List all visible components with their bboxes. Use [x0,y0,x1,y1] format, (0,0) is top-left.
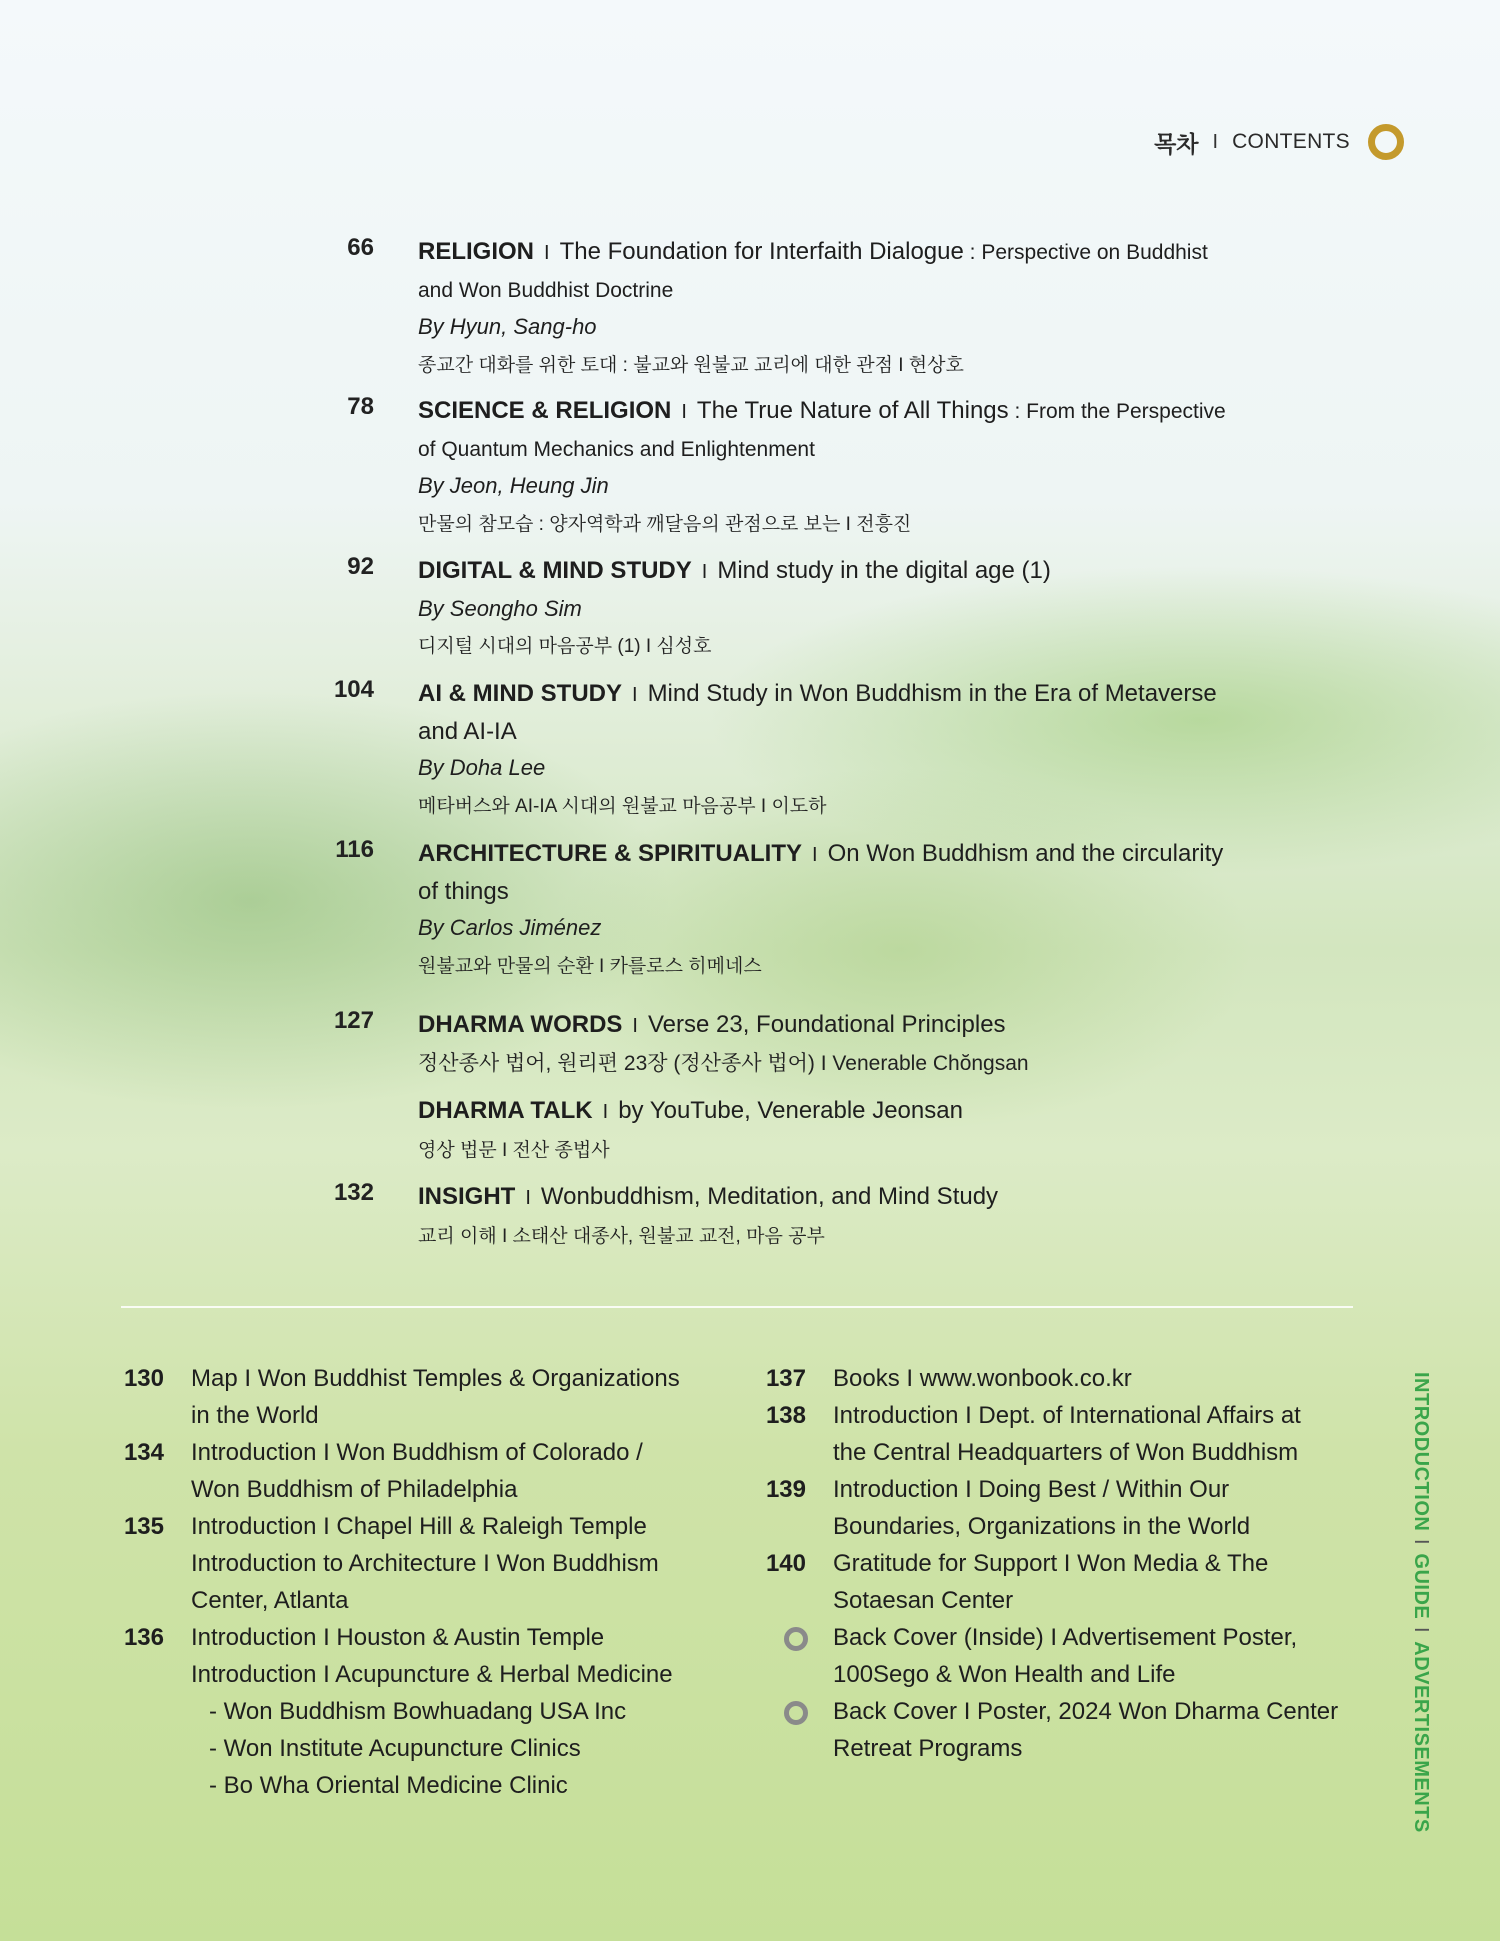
side-label-introduction: INTRODUCTION [1410,1372,1432,1532]
contents-header [1154,124,1404,160]
entry-title: by YouTube, Venerable Jeonsan [618,1097,963,1124]
entry-title: Mind study in the digital age (1) [717,557,1051,584]
entry-title: Wonbuddhism, Meditation, and Mind Study [540,1183,999,1210]
entry-korean: 디지털 시대의 마음공부 (1) I 심성호 [418,636,712,657]
entry-author: By Seongho Sim [418,595,582,621]
guide-line: Retreat Programs [833,1735,1023,1762]
page-number: 139 [765,1476,806,1503]
header-separator: I [1212,130,1219,153]
right-guide-column [760,1360,1380,1767]
separator: I [681,401,687,423]
entry-author: By Hyun, Sang-ho [418,314,597,339]
ring-bullet-icon [784,1627,808,1651]
entry-korean: 정산종사 법어, 원리편 23장 (정산종사 법어) I Venerable Chŏngsan [418,1051,1029,1075]
guide-line: Books I www.wonbook.co.kr [833,1365,1132,1392]
guide-item[interactable] [760,1471,1380,1545]
sublist-item: - Bo Wha Oriental Medicine Clinic [209,1772,568,1799]
guide-item[interactable] [118,1619,738,1804]
guide-line: Back Cover I Poster, 2024 Won Dharma Center [833,1698,1339,1725]
entry-category: AI & MIND STUDY [418,680,622,707]
separator: I [812,844,818,866]
guide-line: Introduction to Architecture I Won Buddhism [191,1550,659,1577]
page-number: 92 [347,553,374,580]
header-english-title: CONTENTS [1232,130,1350,153]
entry-korean: 원불교와 만물의 순환 I 카를로스 히메네스 [418,955,762,977]
entry-category: INSIGHT [418,1183,516,1210]
entry-korean: 교리 이해 I 소태산 대종사, 원불교 교전, 마음 공부 [418,1225,825,1247]
guide-line: Introduction I Doing Best / Within Our [833,1476,1230,1503]
guide-line: Map I Won Buddhist Temples & Organizations [191,1365,680,1392]
guide-line: Won Buddhism of Philadelphia [191,1476,518,1503]
separator: I [525,1187,531,1209]
guide-line: Introduction I Dept. of International Affairs at [833,1402,1301,1429]
page-number: 140 [765,1550,806,1577]
side-label-separator: I [1410,1539,1432,1546]
guide-line: in the World [191,1402,319,1429]
entry-korean: 메타버스와 AI-IA 시대의 원불교 마음공부 I 이도하 [418,795,827,817]
page-number: 116 [335,836,374,863]
entry-author: By Doha Lee [418,755,546,780]
entry-korean: 만물의 참모습 : 양자역학과 깨달음의 관점으로 보는 I 전흥진 [418,513,912,535]
guide-item[interactable] [760,1545,1380,1619]
guide-line: Center, Atlanta [191,1587,349,1614]
guide-item[interactable] [760,1360,1380,1397]
left-guide-column [118,1360,738,1804]
guide-line: Boundaries, Organizations in the World [833,1513,1251,1540]
entry-author: By Jeon, Heung Jin [418,473,609,498]
guide-item[interactable] [760,1619,1380,1693]
guide-line: 100Sego & Won Health and Life [833,1661,1176,1688]
entry-subtitle: : From the Perspective of Quantum Mechanics and Enlightenment [418,400,1226,461]
entry-category: SCIENCE & RELIGION [418,397,672,424]
page-number: 132 [333,1179,374,1206]
guide-item[interactable] [118,1434,738,1508]
page-number: 130 [123,1365,164,1392]
ring-bullet-icon [784,1701,808,1725]
entry-category: DHARMA TALK [418,1097,593,1124]
guide-line: Back Cover (Inside) I Advertisement Poster, [833,1624,1298,1651]
entry-category: RELIGION [418,238,535,265]
side-label-advertisements: ADVERTISEMENTS [1410,1641,1432,1833]
page-number: 136 [123,1624,164,1651]
header-korean-title: 목차 [1154,130,1199,157]
side-label-guide: GUIDE [1410,1553,1432,1620]
side-section-label [1400,1372,1432,1833]
ring-icon [1368,124,1404,160]
page-number: 104 [333,676,374,703]
guide-line: the Central Headquarters of Won Buddhism [833,1439,1299,1466]
entry-category: ARCHITECTURE & SPIRITUALITY [418,840,802,867]
page-number: 78 [347,393,374,420]
page-number: 137 [765,1365,806,1392]
entry-category: DIGITAL & MIND STUDY [418,557,692,584]
guide-line: Gratitude for Support I Won Media & The [833,1550,1269,1577]
guide-item[interactable] [118,1508,738,1619]
separator: I [701,561,708,583]
entry-title: Mind Study in Won Buddhism in the Era of Metaverse and AI-IA [418,680,1217,745]
guide-item[interactable] [760,1397,1380,1471]
section-divider [121,1306,1353,1308]
page-number: 135 [123,1513,164,1540]
separator: I [544,242,550,264]
guide-line: Introduction I Houston & Austin Temple [191,1624,605,1651]
side-label-separator: I [1410,1627,1432,1634]
page-number: 66 [347,234,374,261]
page-number: 138 [765,1402,806,1429]
page-number: 134 [123,1439,164,1466]
separator: I [632,1015,638,1037]
separator: I [632,684,638,706]
guide-line: Introduction I Acupuncture & Herbal Medicine [191,1661,673,1688]
separator: I [602,1101,609,1123]
entry-subtitle: : Perspective on Buddhist and Won Buddhist Doctrine [418,241,1208,302]
sublist-item: - Won Buddhism Bowhuadang USA Inc [209,1698,627,1725]
entry-category: DHARMA WORDS [418,1011,623,1038]
page-number: 127 [333,1007,374,1034]
entry-title: The True Nature of All Things [696,397,1009,424]
guide-line: Sotaesan Center [833,1587,1014,1614]
guide-item[interactable] [118,1360,738,1434]
sublist-item: - Won Institute Acupuncture Clinics [209,1735,581,1762]
entry-korean: 종교간 대화를 위한 토대 : 불교와 원불교 교리에 대한 관점 I 현상호 [418,354,964,376]
guide-item[interactable] [760,1693,1380,1767]
entry-korean: 영상 법문 I 전산 종법사 [418,1139,610,1161]
entry-title: The Foundation for Interfaith Dialogue [559,238,964,265]
guide-line: Introduction I Won Buddhism of Colorado / [191,1439,643,1466]
entry-author: By Carlos Jiménez [418,915,602,940]
entry-title: On Won Buddhism and the circularity of things [418,840,1224,905]
guide-line: Introduction I Chapel Hill & Raleigh Temple [191,1513,647,1540]
entry-title: Verse 23, Foundational Principles [647,1011,1006,1038]
